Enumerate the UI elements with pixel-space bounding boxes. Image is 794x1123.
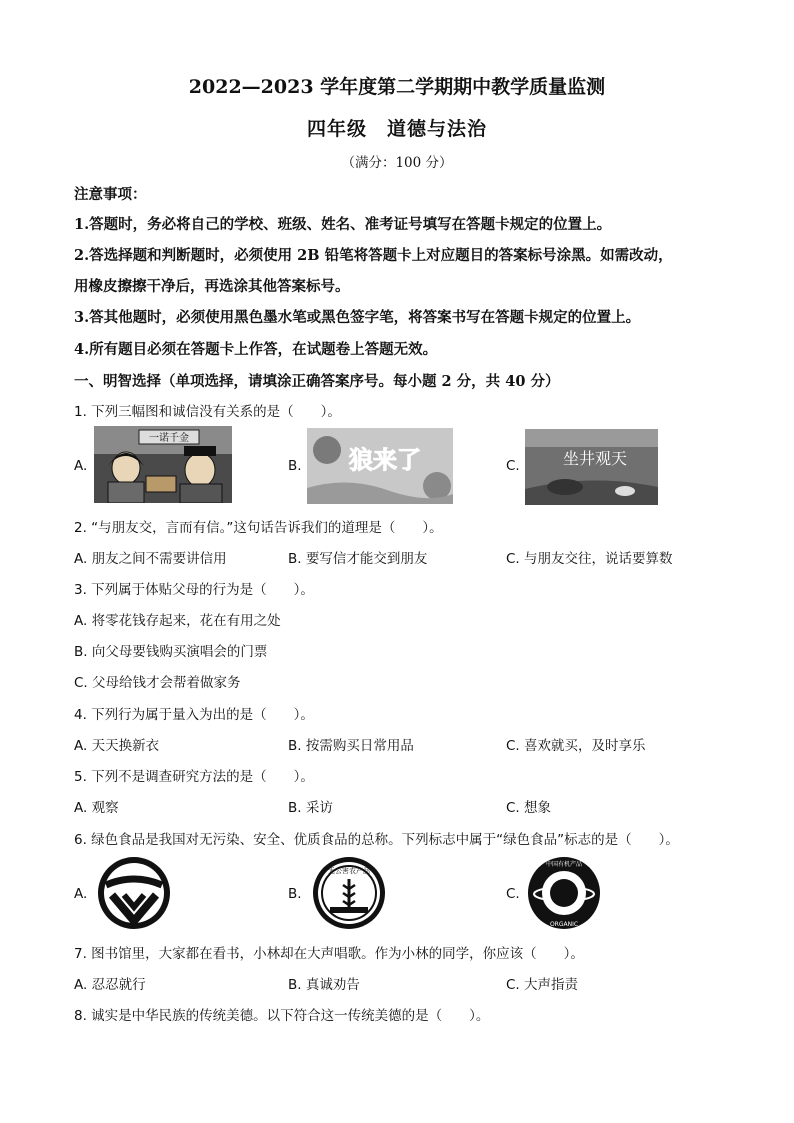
note-item: 1.答题时，务必将自己的学校、班级、姓名、准考证号填写在答题卡规定的位置上。 bbox=[74, 216, 612, 233]
option-label: C. bbox=[506, 886, 520, 902]
image-option-c bbox=[525, 429, 658, 505]
option: B. 按需购买日常用品 bbox=[288, 738, 414, 754]
image-option-b bbox=[307, 428, 453, 504]
notes-heading: 注意事项： bbox=[74, 186, 147, 203]
note-item: 用橡皮擦擦干净后，再选涂其他答案标号。 bbox=[74, 278, 350, 295]
section-heading: 一、明智选择（单项选择，请填涂正确答案序号。每小题 2 分，共 40 分） bbox=[74, 373, 560, 390]
question-stem: 2. “与朋友交，言而有信。”这句话告诉我们的道理是（ ）。 bbox=[74, 520, 443, 536]
question-stem: 8. 诚实是中华民族的传统美德。以下符合这一传统美德的是（ ）。 bbox=[74, 1008, 490, 1024]
note-item: 3.答其他题时，必须使用黑色墨水笔或黑色签字笔，将答案书写在答题卡规定的位置上。 bbox=[74, 309, 641, 326]
option: C. 与朋友交往，说话要算数 bbox=[506, 551, 673, 567]
organic-logo bbox=[527, 856, 601, 930]
option-label: B. bbox=[288, 886, 302, 902]
image-option-a bbox=[94, 426, 232, 503]
question-stem: 7. 图书馆里，大家都在看书，小林却在大声唱歌。作为小林的同学，你应该（ ）。 bbox=[74, 946, 584, 962]
page-subtitle: 四年级 道德与法治 bbox=[306, 118, 487, 140]
option: C. 大声指责 bbox=[506, 977, 579, 993]
option: B. 采访 bbox=[288, 800, 333, 816]
question-stem: 4. 下列行为属于量入为出的是（ ）。 bbox=[74, 707, 314, 723]
green-food-logo bbox=[94, 855, 174, 931]
question-stem: 5. 下列不是调查研究方法的是（ ）。 bbox=[74, 769, 314, 785]
option: B. 要写信才能交到朋友 bbox=[288, 551, 428, 567]
image-caption: 狼来了 bbox=[349, 446, 421, 474]
page-title: 2022—2023 学年度第二学期期中教学质量监测 bbox=[188, 76, 606, 98]
option: A. 观察 bbox=[74, 800, 119, 816]
option: A. 天天换新衣 bbox=[74, 738, 160, 754]
image-caption: 坐井观天 bbox=[562, 449, 628, 468]
image-caption: 一诺千金 bbox=[149, 433, 189, 444]
option: B. 真诚劝告 bbox=[288, 977, 360, 993]
option: A. 忍忍就行 bbox=[74, 977, 146, 993]
option: C. 想象 bbox=[506, 800, 552, 816]
option: C. 喜欢就买，及时享乐 bbox=[506, 738, 646, 754]
full-score: （满分：100 分） bbox=[341, 155, 453, 171]
question-stem: 1. 下列三幅图和诚信没有关系的是（ ）。 bbox=[74, 404, 341, 420]
note-item: 2.答选择题和判断题时，必须使用 2B 铅笔将答题卡上对应题目的答案标号涂黑。如需改动， bbox=[74, 247, 673, 264]
option: C. 父母给钱才会帮着做家务 bbox=[74, 675, 241, 691]
option-label: B. bbox=[288, 458, 302, 474]
pollution-free-logo bbox=[310, 855, 388, 931]
note-item: 4.所有题目必须在答题卡上作答，在试题卷上答题无效。 bbox=[74, 341, 438, 358]
option: A. 朋友之间不需要讲信用 bbox=[74, 551, 227, 567]
logo-text: 无公害农产品 bbox=[328, 867, 370, 875]
option-label: A. bbox=[74, 458, 88, 474]
option-label: A. bbox=[74, 886, 88, 902]
option: B. 向父母要钱购买演唱会的门票 bbox=[74, 644, 268, 660]
question-stem: 6. 绿色食品是我国对无污染、安全、优质食品的总称。下列标志中属于“绿色食品”标志的是（ ）。 bbox=[74, 832, 679, 848]
option-label: C. bbox=[506, 458, 520, 474]
option: A. 将零花钱存起来，花在有用之处 bbox=[74, 613, 281, 629]
logo-text: 中国有机产品 bbox=[545, 861, 583, 868]
question-stem: 3. 下列属于体贴父母的行为是（ ）。 bbox=[74, 582, 314, 598]
logo-text: ORGANIC bbox=[549, 921, 579, 928]
